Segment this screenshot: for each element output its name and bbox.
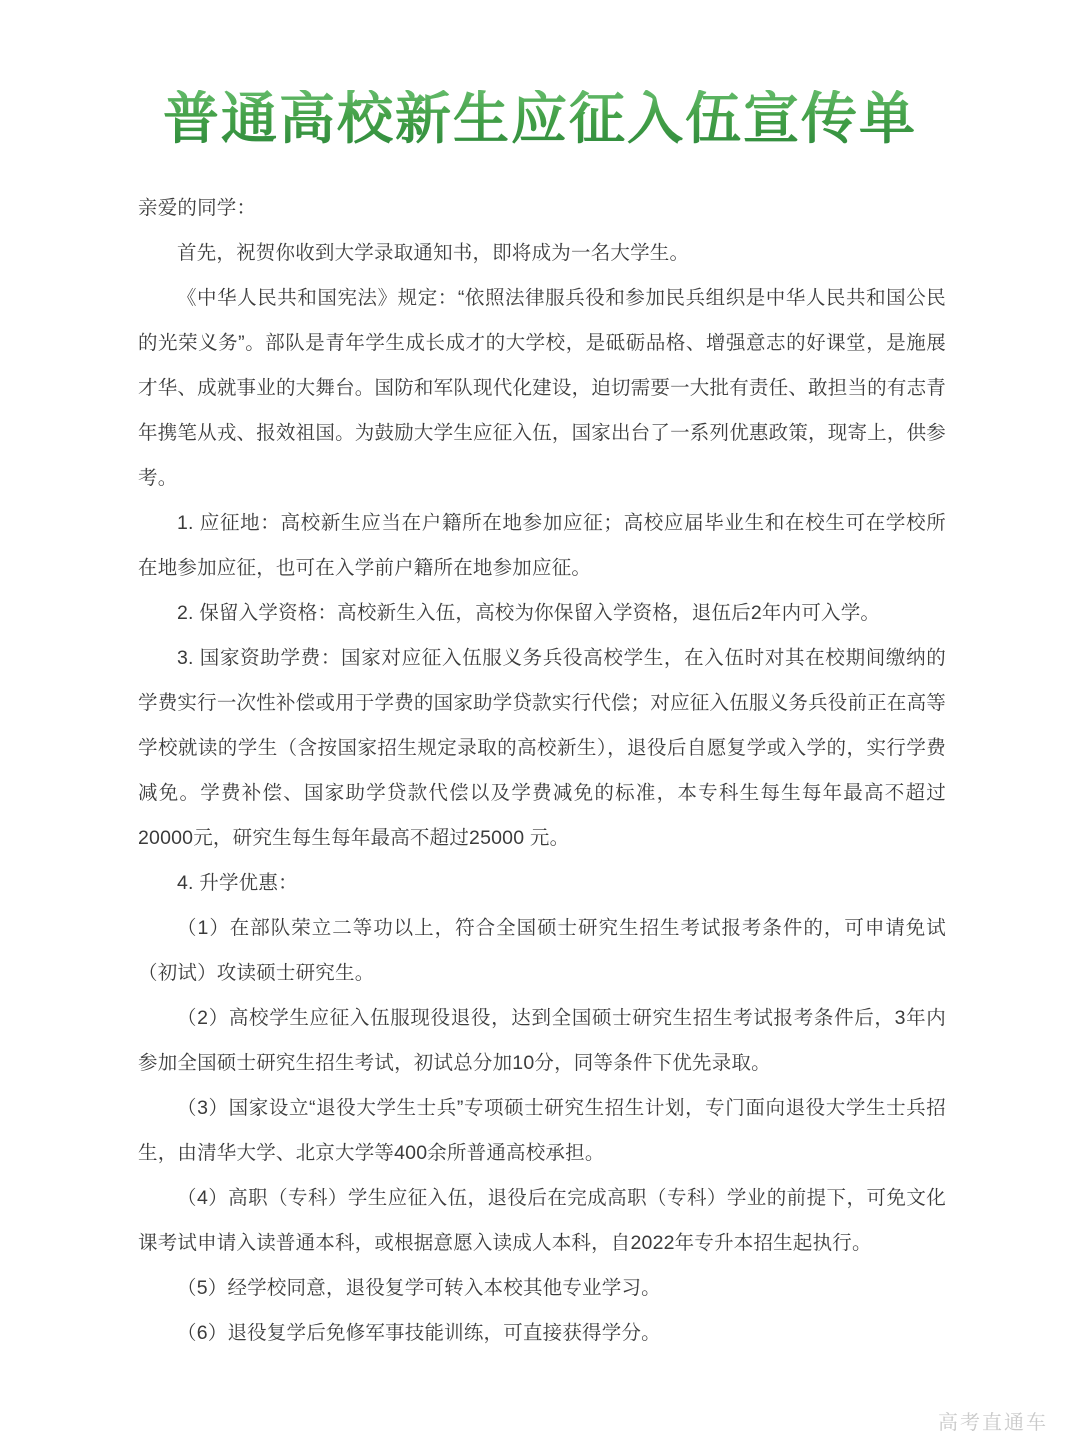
paragraph-constitution: 《中华人民共和国宪法》规定：“依照法律服兵役和参加民兵组织是中华人民共和国公民的光荣义务”。部队是青年学生成长成才的大学校，是砥砺品格、增强意志的好课堂，是施展才华、成就事业的大舞台。国防和军队现代化建设，迫切需要一大批有责任、敢担当的有志青年携笔从戎、报效祖国。为鼓励大学生应征入伍，国家出台了一系列优惠政策，现寄上，供参考。 bbox=[138, 287, 946, 489]
document-body bbox=[138, 186, 946, 1356]
sub-item-6-military-training-exempt: （6）退役复学后免修军事技能训练，可直接获得学分。 bbox=[177, 1322, 661, 1344]
list-item-2-retain-admission: 2. 保留入学资格：高校新生入伍，高校为你保留入学资格，退伍后2年内可入学。 bbox=[177, 602, 881, 624]
sub-item-4-vocational-upgrade: （4）高职（专科）学生应征入伍，退役后在完成高职（专科）学业的前提下，可免文化课考试申请入读普通本科，或根据意愿入读成人本科，自2022年专升本招生起执行。 bbox=[138, 1187, 946, 1254]
list-item-4-education-benefits: 4. 升学优惠： bbox=[177, 872, 298, 894]
list-item-3-tuition-subsidy: 3. 国家资助学费：国家对应征入伍服义务兵役高校学生，在入伍时对其在校期间缴纳的学费实行一次性补偿或用于学费的国家助学贷款实行代偿；对应征入伍服义务兵役前正在高等学校就读的学生（含按国家招生规定录取的高校新生），退役后自愿复学或入学的，实行学费减免。学费补偿、国家助学贷款代偿以及学费减免的标准，本专科生每生每年最高不超过20000元，研究生每生每年最高不超过25000 元。 bbox=[138, 647, 946, 849]
paragraph-congratulation: 首先，祝贺你收到大学录取通知书，即将成为一名大学生。 bbox=[177, 242, 690, 264]
sub-item-2-bonus-points: （2）高校学生应征入伍服现役退役，达到全国硕士研究生招生考试报考条件后，3年内参加全国硕士研究生招生考试，初试总分加10分，同等条件下优先录取。 bbox=[138, 1007, 946, 1074]
salutation: 亲爱的同学： bbox=[138, 197, 257, 219]
sub-item-1-merit-exemption: （1）在部队荣立二等功以上，符合全国硕士研究生招生考试报考条件的，可申请免试（初试）攻读硕士研究生。 bbox=[138, 917, 946, 984]
sub-item-3-special-program: （3）国家设立“退役大学生士兵”专项硕士研究生招生计划，专门面向退役大学生士兵招生，由清华大学、北京大学等400余所普通高校承担。 bbox=[138, 1097, 946, 1164]
watermark: 高考直通车 bbox=[938, 1412, 1048, 1434]
sub-item-5-transfer-major: （5）经学校同意，退役复学可转入本校其他专业学习。 bbox=[177, 1277, 661, 1299]
list-item-1-enlistment-location: 1. 应征地：高校新生应当在户籍所在地参加应征；高校应届毕业生和在校生可在学校所在地参加应征，也可在入学前户籍所在地参加应征。 bbox=[138, 512, 946, 579]
page-title: 普通高校新生应征入伍宣传单 bbox=[163, 88, 917, 151]
title-container bbox=[0, 52, 1080, 188]
